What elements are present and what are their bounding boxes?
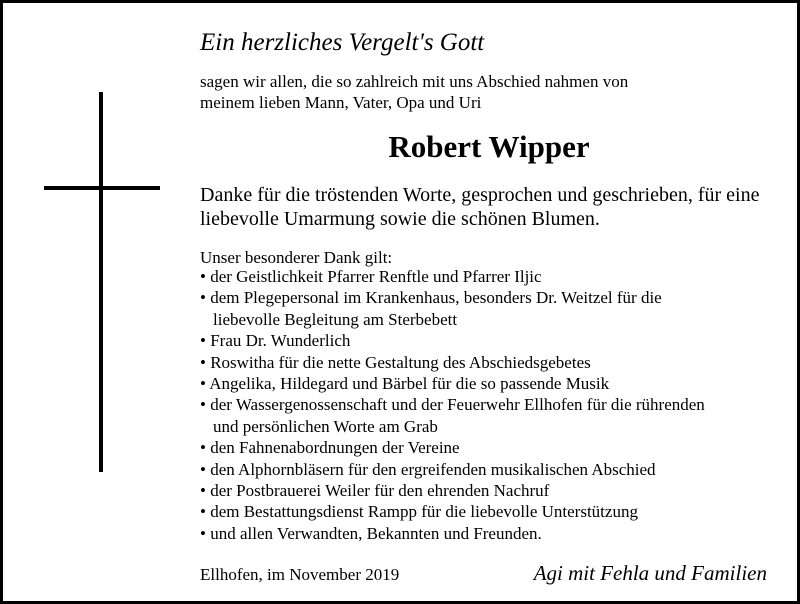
list-item: • der Postbrauerei Weiler für den ehrenden Nachruf: [200, 481, 550, 501]
list-item-continuation: und persönlichen Worte am Grab: [213, 416, 438, 436]
heading: Ein herzliches Vergelt's Gott: [200, 29, 485, 56]
place-date: Ellhofen, im November 2019: [200, 565, 400, 584]
list-item: • dem Bestattungsdienst Rampp für die liebevolle Unterstützung: [200, 502, 638, 522]
thanks-text: [200, 183, 759, 231]
list-item: • den Alphornbläsern für den ergreifenden musikalischen Abschied: [200, 459, 656, 479]
list-item-continuation: liebevolle Begleitung am Sterbebett: [213, 309, 458, 329]
list-item: • dem Plegepersonal im Krankenhaus, besonders Dr. Weitzel für die: [200, 288, 662, 308]
cross-icon-bar: [44, 186, 160, 190]
intro-text: [200, 71, 628, 113]
thanks-list: [200, 266, 705, 544]
deceased-name: Robert Wipper: [388, 129, 590, 164]
intro-line: meinem lieben Mann, Vater, Opa und Uri: [200, 93, 482, 112]
intro-line: sagen wir allen, die so zahlreich mit uns Abschied nahmen von: [200, 72, 629, 91]
list-item: • Frau Dr. Wunderlich: [200, 331, 351, 351]
list-item: • der Wassergenossenschaft und der Feuerwehr Ellhofen für die rührenden: [200, 395, 705, 415]
list-item: • Roswitha für die nette Gestaltung des Abschiedsgebetes: [200, 352, 591, 372]
list-item: • der Geistlichkeit Pfarrer Renftle und Pfarrer Iljic: [200, 267, 542, 286]
thanks-line: liebevolle Umarmung sowie die schönen Blumen.: [200, 208, 600, 230]
list-item: • den Fahnenabordnungen der Vereine: [200, 438, 460, 458]
family-signature: Agi mit Fehla und Familien: [533, 561, 767, 585]
list-item: • und allen Verwandten, Bekannten und Freunden.: [200, 523, 542, 543]
special-thanks-title: Unser besonderer Dank gilt:: [200, 248, 393, 267]
list-item: • Angelika, Hildegard und Bärbel für die so passende Musik: [200, 374, 610, 394]
thanks-line: Danke für die tröstenden Worte, gesprochen und geschrieben, für eine: [200, 184, 760, 206]
